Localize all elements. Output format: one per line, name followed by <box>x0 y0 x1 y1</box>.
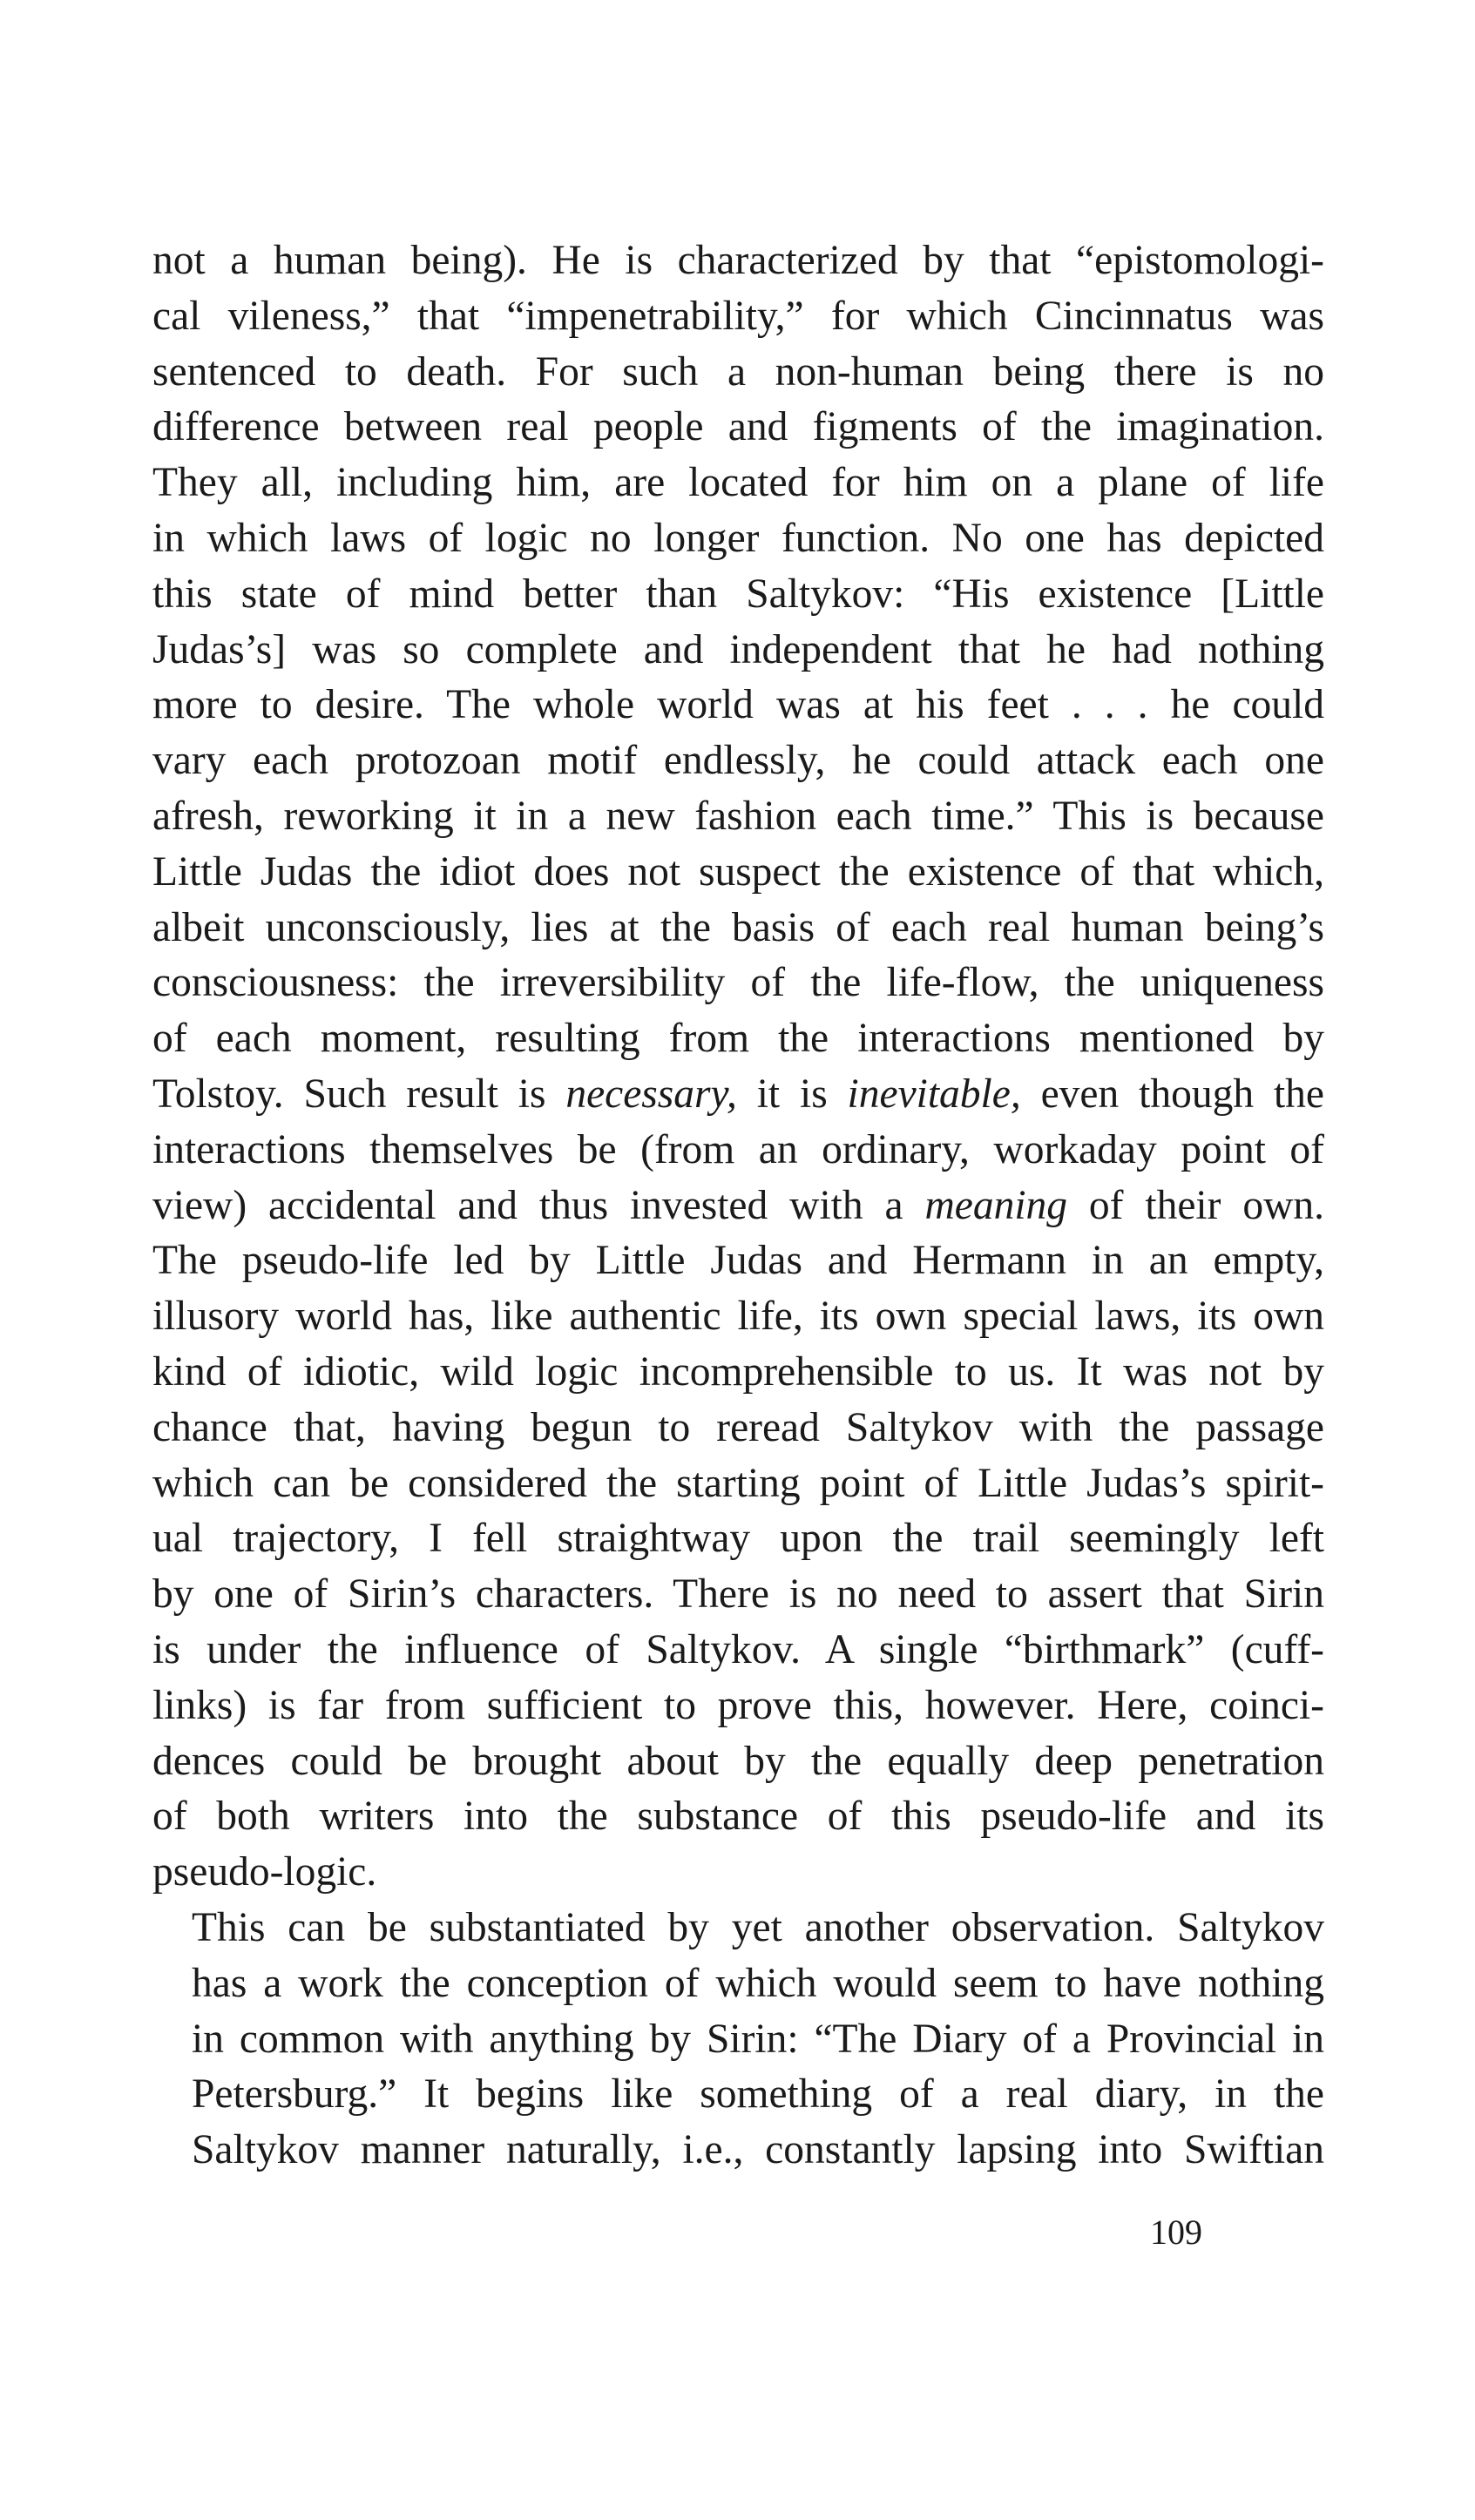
text-line: links) is far from sufficient to prove this, however. Here, coinci- <box>152 1682 1324 1728</box>
text-segment: of their own. <box>1067 1182 1324 1228</box>
page-number: 109 <box>1150 2213 1202 2252</box>
paragraph <box>152 1901 1324 2179</box>
text-line: which can be considered the starting point of Little Judas’s spirit- <box>152 1460 1324 1506</box>
text-line: difference between real people and figments of the imagination. <box>152 404 1324 450</box>
italic-emphasis: necessary, <box>565 1071 737 1117</box>
text-line: has a work the conception of which would seem to have nothing <box>192 1960 1324 2006</box>
paragraph <box>152 233 1324 1901</box>
text-line: dences could be brought about by the equally deep penetration <box>152 1738 1324 1784</box>
text-line: more to desire. The whole world was at his feet . . . he could <box>152 682 1324 728</box>
text-segment: view) accidental and thus invested with a <box>152 1182 925 1228</box>
text-line: Saltykov manner naturally, i.e., constantly lapsing into Swiftian <box>192 2127 1324 2173</box>
text-line: chance that, having begun to reread Saltykov with the passage <box>152 1404 1324 1450</box>
text-line: This can be substantiated by yet another observation. Saltykov <box>192 1904 1324 1950</box>
text-segment: Tolstoy. Such result is <box>152 1071 566 1117</box>
text-line: in which laws of logic no longer function. No one has depicted <box>152 515 1324 561</box>
text-line: consciousness: the irreversibility of the life-flow, the uniqueness <box>152 960 1324 1006</box>
text-line: albeit unconsciously, lies at the basis of each real human being’s <box>152 904 1324 950</box>
text-line <box>152 1067 1324 1123</box>
text-line: cal vileness,” that “impenetrability,” for which Cincinnatus was <box>152 293 1324 339</box>
text-line: of each moment, resulting from the interactions mentioned by <box>152 1016 1324 1062</box>
text-line: Judas’s] was so complete and independent that he had nothing <box>152 626 1324 672</box>
text-line: pseudo-logic. <box>152 1849 377 1895</box>
italic-emphasis: meaning <box>924 1182 1068 1228</box>
text-line: sentenced to death. For such a non-human being there is no <box>152 348 1324 395</box>
text-line: by one of Sirin’s characters. There is no need to assert that Sirin <box>152 1571 1324 1618</box>
text-line <box>152 1179 1324 1234</box>
text-line: not a human being). He is characterized by that “epistomologi- <box>152 238 1324 283</box>
text-segment: even though the <box>1020 1071 1324 1117</box>
text-line: The pseudo-life led by Little Judas and Hermann in an empty, <box>152 1238 1324 1284</box>
italic-emphasis: inevitable, <box>847 1071 1021 1117</box>
text-line: illusory world has, like authentic life, its own special laws, its own <box>152 1294 1324 1340</box>
text-line: of both writers into the substance of this pseudo-life and its <box>152 1794 1324 1840</box>
text-line: They all, including him, are located for him on a plane of life <box>152 460 1324 506</box>
text-line: this state of mind better than Saltykov: “His existence [Little <box>152 571 1324 617</box>
body-text <box>152 233 1324 2179</box>
text-line: Petersburg.” It begins like something of a real diary, in the <box>192 2071 1324 2118</box>
text-line: in common with anything by Sirin: “The Diary of a Provincial in <box>192 2016 1324 2062</box>
text-line: is under the influence of Saltykov. A single “birthmark” (cuff- <box>152 1626 1324 1672</box>
text-line: Little Judas the idiot does not suspect the existence of that which, <box>152 848 1324 895</box>
text-line: afresh, reworking it in a new fashion each time.” This is because <box>152 793 1324 839</box>
text-line: kind of idiotic, wild logic incomprehensible to us. It was not by <box>152 1348 1324 1395</box>
text-line: vary each protozoan motif endlessly, he could attack each one <box>152 738 1324 784</box>
text-line: ual trajectory, I fell straightway upon the trail seemingly left <box>152 1516 1324 1562</box>
text-line: interactions themselves be (from an ordinary, workaday point of <box>152 1126 1324 1172</box>
text-segment: it is <box>736 1071 848 1117</box>
